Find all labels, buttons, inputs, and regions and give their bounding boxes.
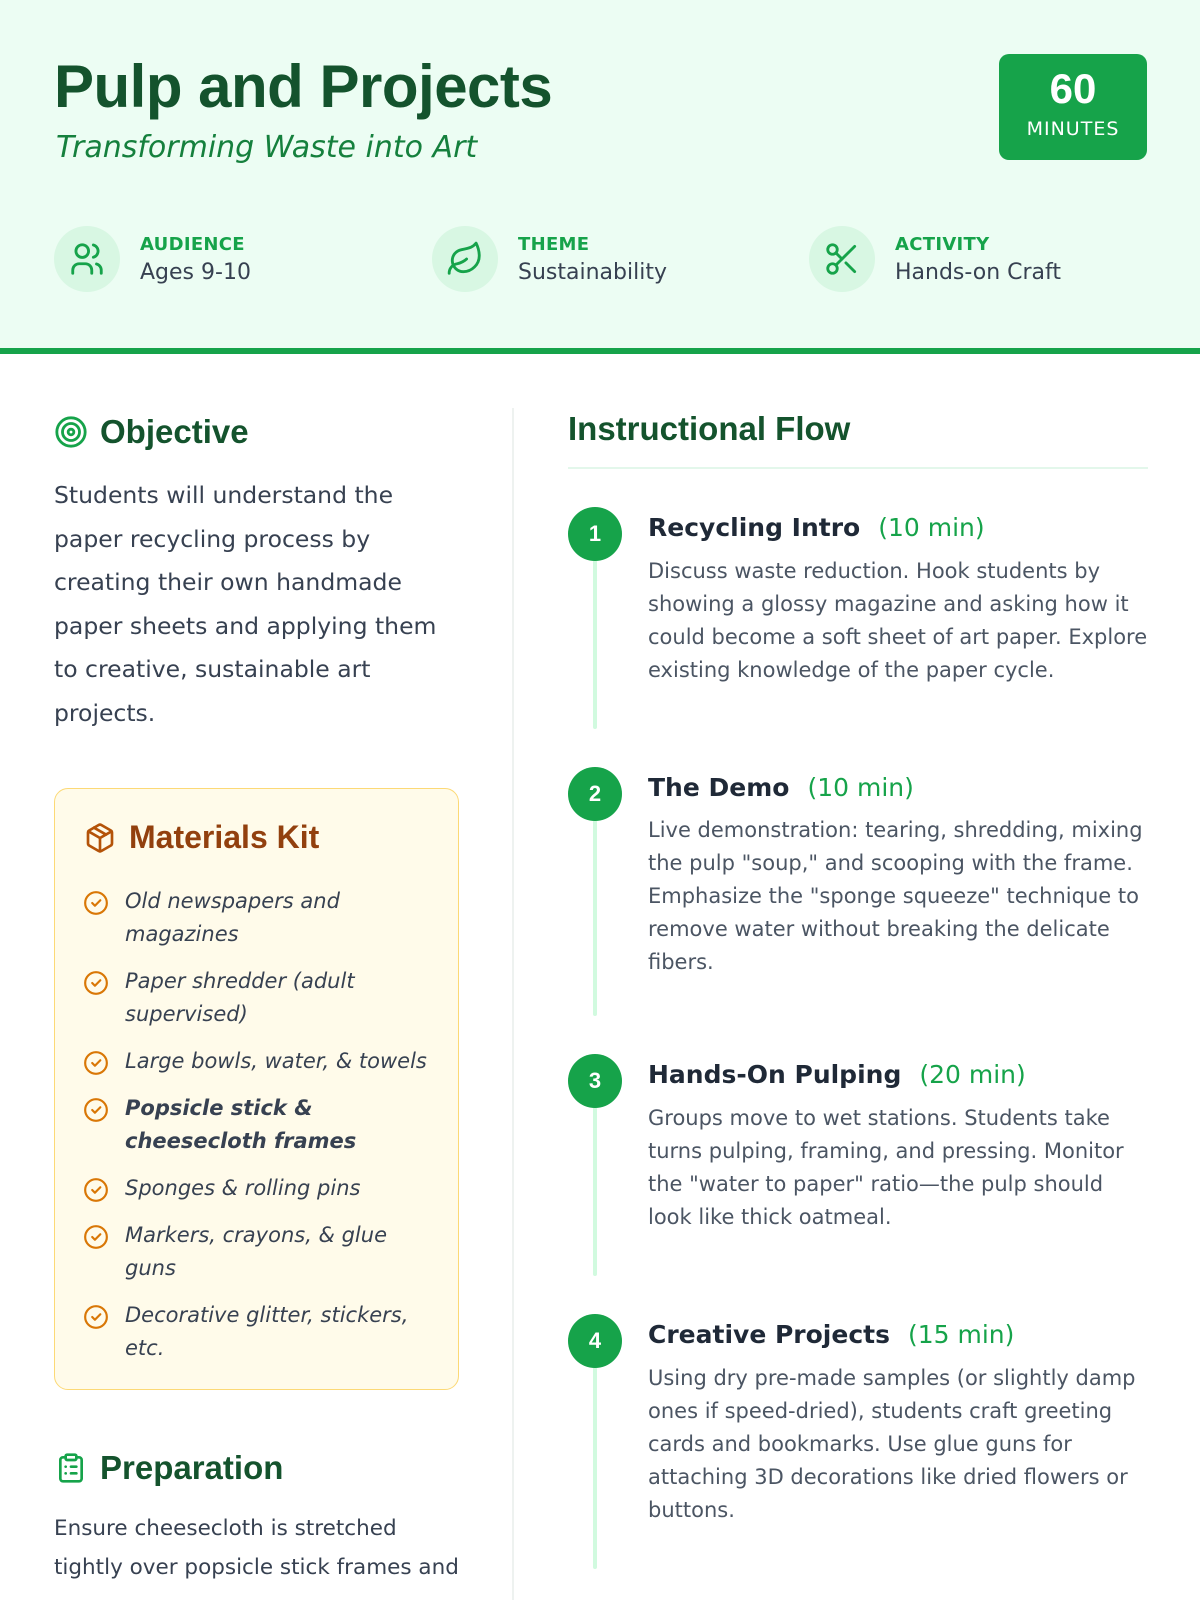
step-title: Hands-On Pulping: [648, 1060, 902, 1089]
step-connector-line: [593, 1081, 597, 1276]
check-circle-icon: [83, 1304, 109, 1330]
step-connector-line: [593, 1341, 597, 1569]
check-circle-icon: [83, 1097, 109, 1123]
list-item: [83, 1172, 443, 1205]
objective-title: Objective: [100, 413, 249, 450]
step-duration: (20 min): [919, 1060, 1026, 1089]
materials-list: [83, 885, 443, 1379]
material-text: Decorative glitter, stickers, etc.: [125, 1303, 409, 1360]
flow-title-rule: [568, 467, 1148, 469]
objective-heading: [54, 413, 249, 451]
check-circle-icon: [83, 1224, 109, 1250]
step-title: The Demo: [648, 773, 790, 802]
check-circle-icon: [83, 970, 109, 996]
preparation-text: Ensure cheesecloth is stretched tightly over popsicle stick frames and: [54, 1516, 459, 1580]
list-item: [83, 965, 443, 1031]
list-item: [83, 1092, 443, 1158]
step-description: Using dry pre-made samples (or slightly damp ones if speed-dried), students craft greeting cards and bookmarks. Use glue guns for attaching 3D decorations like dried flowers or buttons.: [648, 1366, 1136, 1522]
preparation-heading: [54, 1449, 283, 1487]
step-heading: [648, 513, 985, 543]
step-duration: (10 min): [807, 773, 914, 802]
column-divider: [512, 408, 514, 1600]
check-circle-icon: [83, 1050, 109, 1076]
material-text: Markers, crayons, & glue guns: [125, 1223, 387, 1280]
preparation-title: Preparation: [100, 1449, 284, 1486]
step-duration: (10 min): [878, 513, 985, 542]
step-description: Groups move to wet stations. Students take turns pulping, framing, and pressing. Monitor the "water to paper" ratio—the pulp should look like thick oatmeal.: [648, 1106, 1124, 1229]
duration-badge: [999, 54, 1147, 160]
page-title: Pulp and Projects: [54, 53, 553, 120]
meta-theme-label: THEME: [518, 234, 590, 255]
instructional-flow-title: Instructional Flow: [568, 410, 851, 447]
materials-title: Materials Kit: [129, 819, 320, 855]
material-text: Large bowls, water, & towels: [125, 1049, 427, 1073]
duration-value: 60: [1049, 65, 1097, 112]
step-title: Recycling Intro: [648, 513, 861, 542]
meta-theme: [432, 226, 772, 292]
list-item: [83, 885, 443, 951]
target-icon: [54, 415, 88, 449]
materials-kit-card: [54, 788, 459, 1390]
material-text: Old newspapers and magazines: [125, 889, 340, 946]
meta-audience-label: AUDIENCE: [140, 234, 245, 255]
material-text: Popsicle stick & cheesecloth frames: [125, 1096, 357, 1153]
list-item: [83, 1219, 443, 1285]
step-connector-line: [593, 534, 597, 729]
list-item: [83, 1045, 443, 1078]
meta-activity-value: Hands-on Craft: [895, 260, 1062, 285]
step-description: Live demonstration: tearing, shredding, mixing the pulp "soup," and scooping with the frame. Emphasize the "sponge squeeze" technique to remove water without breaking the delicate fibers.: [648, 818, 1143, 974]
objective-text: Students will understand the paper recycling process by creating their own handmade paper sheets and applying them to creative, sustainable art projects.: [54, 481, 437, 727]
leaf-icon: [432, 226, 498, 292]
material-text: Paper shredder (adult supervised): [125, 969, 355, 1026]
lesson-header: [0, 0, 1200, 354]
duration-unit: MINUTES: [1026, 118, 1120, 140]
users-icon: [54, 226, 120, 292]
page-subtitle: Transforming Waste into Art: [56, 130, 478, 165]
scissors-icon: [809, 226, 875, 292]
material-text: Sponges & rolling pins: [125, 1176, 361, 1200]
step-title: Creative Projects: [648, 1320, 890, 1349]
materials-heading: [83, 819, 319, 856]
step-heading: [648, 1320, 1014, 1350]
package-icon: [83, 821, 117, 855]
step-number-badge: 3: [568, 1054, 622, 1108]
step-connector-line: [593, 794, 597, 1016]
check-circle-icon: [83, 890, 109, 916]
step-description: Discuss waste reduction. Hook students by showing a glossy magazine and asking how it could become a soft sheet of art paper. Explore existing knowledge of the paper cycle.: [648, 559, 1148, 682]
step-number-badge: 1: [568, 507, 622, 561]
clipboard-icon: [54, 1451, 88, 1485]
meta-theme-value: Sustainability: [518, 260, 667, 285]
step-heading: [648, 773, 914, 803]
step-number-badge: 2: [568, 767, 622, 821]
meta-activity-label: ACTIVITY: [895, 234, 990, 255]
step-number-badge: 4: [568, 1314, 622, 1368]
step-duration: (15 min): [907, 1320, 1015, 1349]
list-item: [83, 1299, 443, 1365]
check-circle-icon: [83, 1177, 109, 1203]
meta-audience: [54, 226, 394, 292]
meta-activity: [809, 226, 1149, 292]
meta-audience-value: Ages 9-10: [140, 260, 251, 285]
step-heading: [648, 1060, 1026, 1090]
